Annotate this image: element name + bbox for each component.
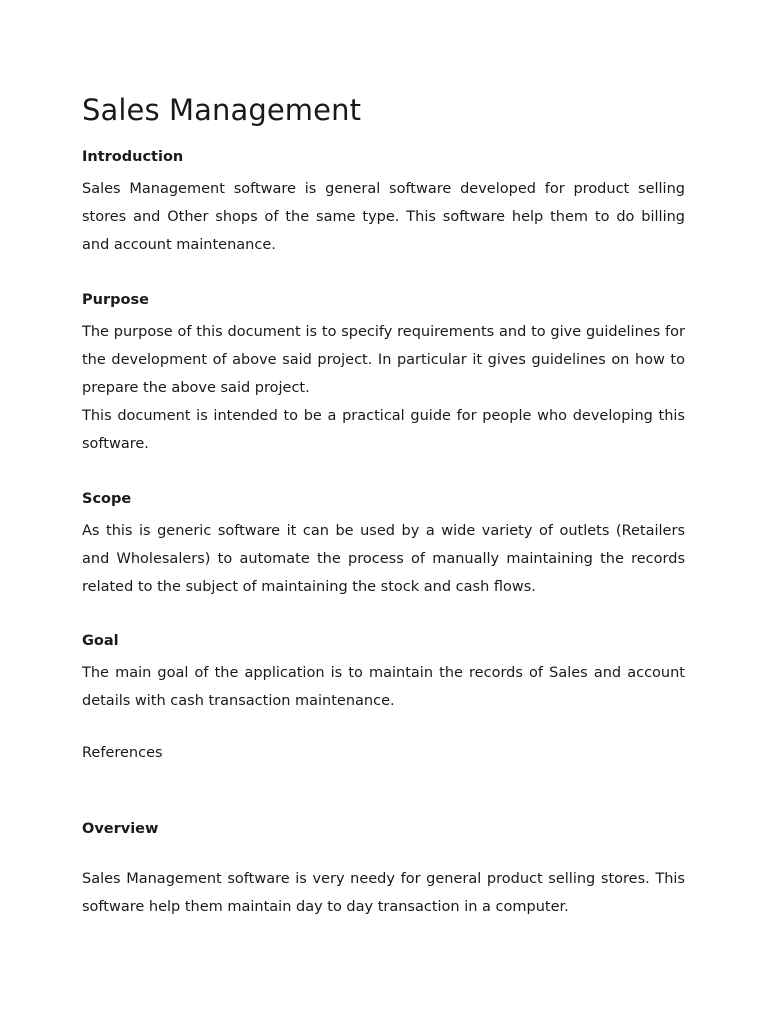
section-overview	[82, 819, 685, 921]
section-goal	[82, 631, 685, 715]
document-title: Sales Management	[82, 93, 362, 127]
section-heading-introduction: Introduction	[82, 149, 184, 165]
section-purpose	[82, 290, 685, 459]
introduction-paragraph: Sales Management software is general software developed for product selling stores and Other shops of the same type. This software help them to do billing and account maintenance.	[82, 181, 685, 254]
section-references	[82, 743, 685, 763]
section-heading-purpose: Purpose	[82, 291, 149, 308]
purpose-paragraph-2: This document is intended to be a practical guide for people who developing this software.	[82, 408, 685, 453]
document-page	[82, 90, 685, 921]
section-heading-goal: Goal	[82, 633, 119, 650]
section-heading-scope: Scope	[82, 490, 132, 507]
scope-paragraph: As this is generic software it can be used by a wide variety of outlets (Retailers and Wholesalers) to automate the process of manually maintaining the records related to the subject of maintaining the stock and cash flows.	[82, 522, 685, 596]
purpose-paragraph-1: The purpose of this document is to specify requirements and to give guidelines for the development of above said project. In particular it gives guidelines on how to prepare the above said project.	[82, 323, 685, 397]
overview-paragraph: Sales Management software is very needy for general product selling stores. This software help them maintain day to day transaction in a computer.	[82, 870, 685, 915]
goal-paragraph: The main goal of the application is to maintain the records of Sales and account details with cash transaction maintenance.	[82, 665, 685, 710]
section-introduction	[82, 147, 685, 260]
section-scope	[82, 489, 685, 602]
section-heading-overview: Overview	[82, 820, 159, 837]
section-heading-references: References	[82, 744, 163, 761]
